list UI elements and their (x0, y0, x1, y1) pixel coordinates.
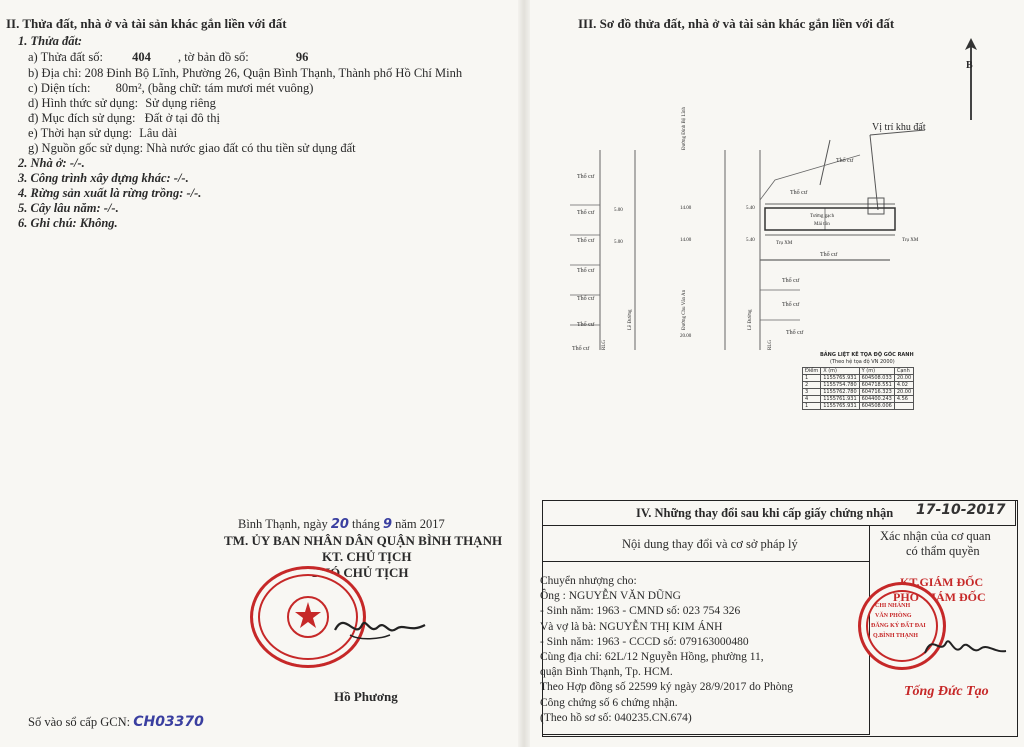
signer-name: Hồ Phương (334, 689, 398, 704)
signing-kt: KT. CHỦ TỊCH (322, 549, 412, 564)
north-arrow-icon (964, 38, 978, 52)
coord-cell: 4.02 (894, 382, 913, 389)
tru-xm-label-2: Trụ XM (902, 238, 919, 243)
coord-cell: 1155761.931 (821, 396, 859, 403)
month-label: tháng (352, 517, 380, 531)
building-label: Tường gạch (810, 214, 835, 219)
coord-row (803, 403, 914, 410)
signature-ho-phuong (330, 605, 430, 645)
parcel-row (28, 50, 308, 65)
width-label-3: 20.00 (680, 334, 692, 339)
origin-label: g) Nguồn gốc sử dụng: (28, 141, 144, 155)
stamp-text-1: CHI NHÁNH (875, 603, 911, 609)
coord-cell: 1155754.780 (821, 382, 859, 389)
coord-header: Cạnh (894, 368, 913, 375)
lot-label-1: Thổ cư (577, 174, 595, 180)
coord-header: Y (m) (859, 368, 894, 375)
trees-line: 5. Cây lâu năm: -/-. (18, 201, 119, 215)
coord-cell: 20.00 (894, 389, 913, 396)
coord-row (803, 389, 914, 396)
land-header: 1. Thửa đất: (18, 34, 83, 48)
term-label: e) Thời hạn sử dụng: (28, 126, 133, 140)
use-form-label: d) Hình thức sử dụng: (28, 96, 139, 110)
year-label: năm 2017 (395, 517, 445, 531)
coord-cell: 3 (803, 389, 821, 396)
site-diagram (560, 140, 980, 360)
page-fold (518, 0, 530, 747)
purpose-label: đ) Mục đích sử dụng: (28, 111, 136, 125)
street-label-dinh-bo-linh: Đường Đinh Bộ Lĩnh (682, 107, 687, 150)
content-line: Chuyển nhượng cho: (540, 575, 637, 587)
use-form-row (28, 96, 216, 111)
north-label: B (966, 60, 973, 71)
width-label-6: 5.40 (746, 206, 755, 211)
subject-parcel (765, 208, 895, 230)
north-arrow-line (970, 42, 972, 120)
tru-xm-label-1: Trụ XM (776, 241, 793, 246)
lot-label-12: Thổ cư (782, 302, 800, 308)
width-label-5: 5.00 (614, 240, 623, 245)
lot-label-4: Thổ cư (577, 268, 595, 274)
content-line: quận Bình Thạnh, Tp. HCM. (540, 666, 673, 679)
building-label-2: Mái tôn (814, 222, 830, 227)
sign-day: 20 (330, 517, 349, 532)
rlg-label-2: RLG (768, 340, 773, 350)
stamp-text-3: ĐĂNG KÝ ĐẤT ĐAI (871, 623, 926, 629)
coord-cell: 604716.323 (859, 389, 894, 396)
road-edge-label-2: Lề Đường (748, 309, 753, 330)
purpose-row (28, 111, 220, 126)
coord-table-title: BẢNG LIỆT KÊ TỌA ĐỘ GÓC RANH (820, 352, 914, 358)
location-label: Vị trí khu đất (872, 122, 926, 133)
coord-cell: 1 (803, 375, 821, 382)
lot-label-8: Thổ cư (836, 158, 854, 164)
content-line: Theo Hợp đồng số 22599 ký ngày 28/9/2017 do Phòng (540, 681, 794, 694)
signing-org: TM. ỦY BAN NHÂN DÂN QUẬN BÌNH THẠNH (224, 533, 503, 548)
address-label: b) Địa chỉ: (28, 66, 82, 80)
lot-label-11: Thổ cư (782, 278, 800, 284)
coord-table-subtitle: (Theo hệ tọa độ VN 2000) (830, 359, 895, 365)
coord-row (803, 396, 914, 403)
width-label-7: 5.40 (746, 238, 755, 243)
lot-label-2: Thổ cư (577, 210, 595, 216)
address-row (28, 66, 462, 81)
coord-cell (894, 403, 913, 410)
signing-role: PHÓ CHỦ TỊCH (312, 565, 409, 580)
signature-tong-duc-tao (920, 625, 1010, 665)
content-line: (Theo hồ sơ số: 040235.CN.674) (540, 711, 692, 724)
coord-cell: 4.56 (894, 396, 913, 403)
coord-cell: 604508.033 (859, 375, 894, 382)
width-label-1: 14.00 (680, 206, 692, 211)
lot-label-9: Thổ cư (790, 190, 808, 196)
coord-table (802, 367, 914, 410)
purpose-value: Đất ở tại đô thị (144, 111, 220, 125)
stamp-text-4: Q.BÌNH THẠNH (873, 633, 918, 639)
rlg-label-1: RLG (602, 340, 607, 350)
changes-col2-label-2: có thẩm quyền (906, 544, 980, 558)
lot-label-7: Thổ cư (572, 346, 590, 352)
area-label: c) Diện tích: (28, 81, 91, 95)
section2-title: II. Thửa đất, nhà ở và tài sản khác gắn liền với đất (6, 16, 287, 31)
gcn-label: Số vào sổ cấp GCN: (28, 715, 131, 729)
changes-col1-label: Nội dung thay đổi và cơ sở pháp lý (622, 537, 798, 551)
coord-header: X (m) (821, 368, 859, 375)
term-value: Lâu dài (139, 126, 178, 140)
gcn-row (28, 714, 204, 730)
content-line: Và vợ là bà: NGUYỄN THỊ KIM ÁNH (540, 620, 723, 633)
lot-label-5: Thổ cư (577, 296, 595, 302)
lot-label-3: Thổ cư (577, 238, 595, 244)
confirm-role: PHÓ GIÁM ĐỐC (893, 590, 986, 604)
coord-cell: 604718.551 (859, 382, 894, 389)
area-value: 80m², (bằng chữ: tám mươi mét vuông) (115, 81, 314, 95)
coord-row (803, 375, 914, 382)
area-row (28, 81, 313, 96)
section3-title: III. Sơ đồ thửa đất, nhà ở và tài sản khác gắn liền với đất (578, 16, 895, 31)
parcel-label: a) Thửa đất số: (28, 50, 103, 64)
confirm-kt: KT.GIÁM ĐỐC (900, 575, 984, 589)
confirm-signer: Tống Đức Tạo (904, 684, 989, 699)
lot-label-10: Thổ cư (820, 252, 838, 258)
coord-cell: 604508.006 (859, 403, 894, 410)
content-line: Công chứng số 6 chứng nhận. (540, 696, 678, 709)
content-line: - Sinh năm: 1963 - CCCD số: 079163000480 (540, 635, 749, 648)
section4-title: IV. Những thay đổi sau khi cấp giấy chứng nhận (636, 506, 894, 520)
lot-label-6: Thổ cư (577, 322, 595, 328)
notes-line: 6. Ghi chú: Không. (18, 216, 118, 230)
width-label-2: 14.00 (680, 238, 692, 243)
origin-value: Nhà nước giao đất có thu tiền sử dụng đất (146, 141, 356, 155)
signing-date (238, 517, 445, 532)
content-line: - Sinh năm: 1963 - CMND số: 023 754 326 (540, 605, 741, 618)
lot-label-13: Thổ cư (786, 330, 804, 336)
content-line: Ông : NGUYỄN VĂN DŨNG (540, 590, 681, 603)
coord-cell: 604400.243 (859, 396, 894, 403)
origin-row (28, 141, 356, 156)
section4-date: 17-10-2017 (916, 502, 1006, 518)
coord-cell: 2 (803, 382, 821, 389)
changes-content (540, 574, 793, 726)
use-form-value: Sử dụng riêng (145, 96, 216, 110)
forest-line: 4. Rừng sản xuất là rừng trồng: -/-. (18, 186, 202, 200)
parcel-number: 404 (132, 50, 151, 64)
changes-col2-label-1: Xác nhận của cơ quan (880, 529, 991, 543)
house-line: 2. Nhà ở: -/-. (18, 156, 85, 170)
coord-header-row (803, 368, 914, 375)
map-label: , tờ bản đồ số: (177, 50, 249, 64)
road-edge-label-1: Lề Đường (628, 309, 633, 330)
coord-header: Điểm (803, 368, 821, 375)
street-label-chu-van-an: Đường Chu Văn An (682, 289, 687, 330)
construction-line: 3. Công trình xây dựng khác: -/-. (18, 171, 189, 185)
stamp-text-2: VĂN PHÒNG (875, 613, 912, 619)
sign-month: 9 (382, 517, 392, 532)
content-line: Cùng địa chỉ: 62L/12 Nguyễn Hồng, phường 11, (540, 651, 764, 664)
coord-cell: 20.00 (894, 375, 913, 382)
map-number: 96 (295, 50, 309, 64)
coord-cell: 4 (803, 396, 821, 403)
coord-cell: 1155765.931 (821, 375, 859, 382)
coord-cell: 1 (803, 403, 821, 410)
place-date-prefix: Bình Thạnh, ngày (238, 517, 328, 531)
width-label-4: 5.00 (614, 208, 623, 213)
gcn-number: CH03370 (133, 714, 204, 730)
address-value: 208 Đinh Bộ Lĩnh, Phường 26, Quận Bình Thạnh, Thành phố Hồ Chí Minh (84, 66, 463, 80)
coord-cell: 1155765.931 (821, 403, 859, 410)
term-row (28, 126, 177, 141)
coord-row (803, 382, 914, 389)
coord-cell: 1155762.780 (821, 389, 859, 396)
